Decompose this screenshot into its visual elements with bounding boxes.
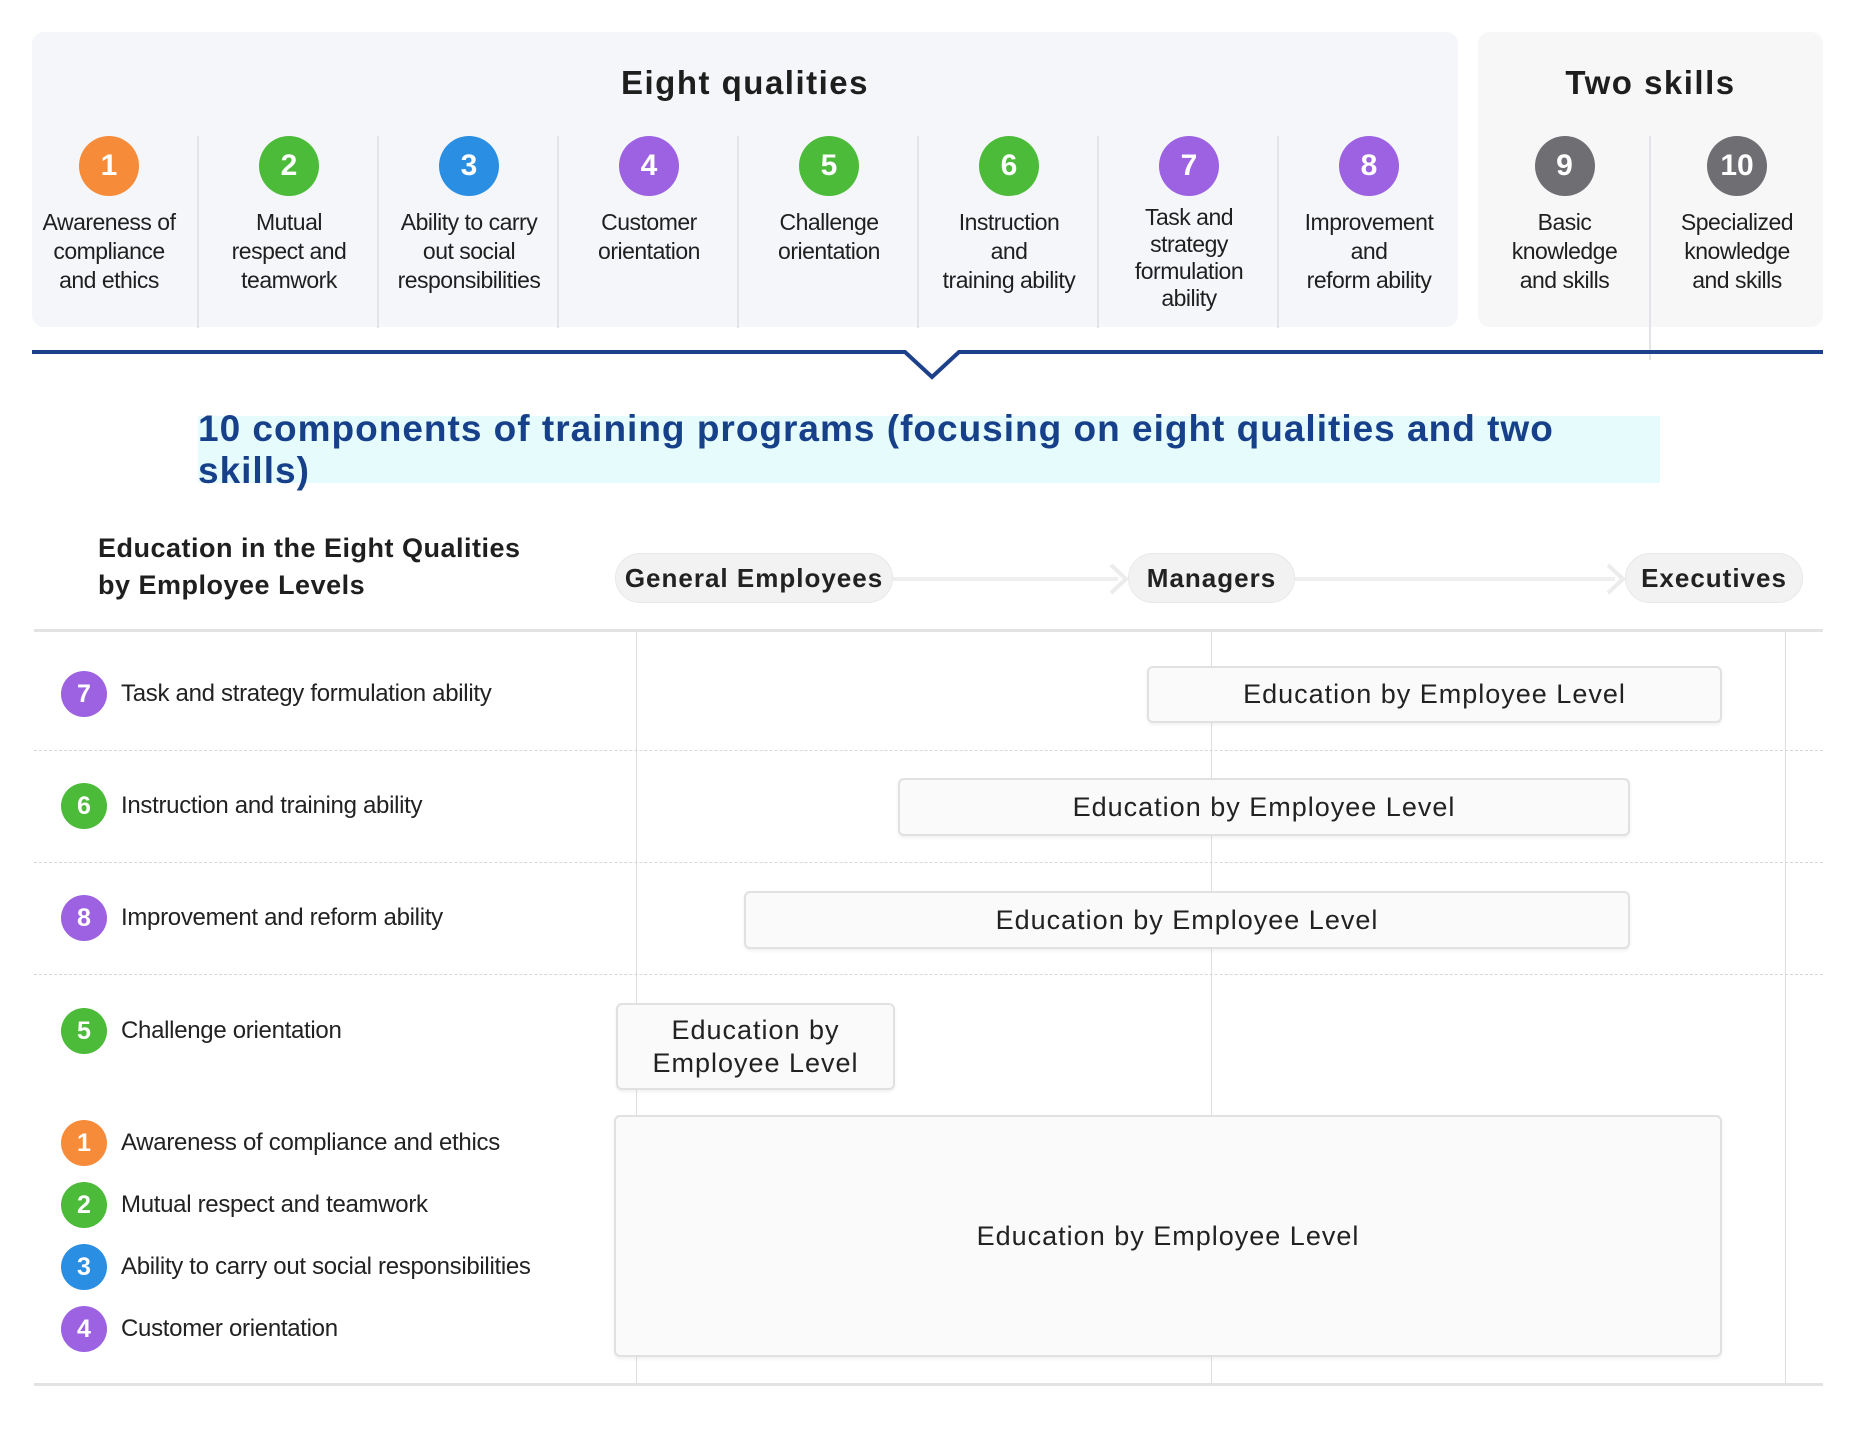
quality-item-4: [559, 136, 739, 328]
skill-label: Basic knowledge and skills: [1511, 209, 1618, 293]
education-box-row-8: Education by Employee Level: [744, 891, 1630, 949]
number-badge-icon: 5: [799, 136, 859, 196]
number-badge-icon: 5: [61, 1008, 107, 1054]
row-separator: [34, 750, 1823, 751]
row-label-8: [61, 895, 443, 941]
row-separator: [34, 974, 1823, 975]
quality-label: Task and strategy formulation ability: [1134, 204, 1244, 311]
row-text: Awareness of compliance and ethics: [121, 1129, 500, 1156]
education-box-row-6: Education by Employee Level: [898, 778, 1630, 836]
components-banner: [198, 407, 1660, 491]
quality-label: Ability to carry out social responsibilities: [397, 209, 541, 293]
column-line-executives: [1785, 632, 1786, 1383]
number-badge-icon: 4: [61, 1306, 107, 1352]
quality-item-6: [919, 136, 1099, 328]
row-text: Task and strategy formulation ability: [121, 680, 492, 707]
quality-item-2: [199, 136, 379, 328]
education-box-row-7: Education by Employee Level: [1147, 666, 1722, 723]
arrow-right-icon: [1605, 563, 1627, 595]
quality-item-3: [379, 136, 559, 328]
two-skills-title: Two skills: [1565, 64, 1736, 101]
number-badge-icon: 6: [979, 136, 1039, 196]
row-text: Instruction and training ability: [121, 792, 423, 819]
quality-label: Instruction and training ability: [942, 209, 1076, 293]
quality-label: Mutual respect and teamwork: [231, 209, 347, 293]
level-general-employees: General Employees: [615, 553, 893, 603]
two-skills-panel: [1478, 32, 1823, 327]
quality-item-7: [1099, 136, 1279, 328]
skill-item-9: [1478, 136, 1651, 328]
arrow-line: [893, 577, 1118, 581]
level-managers: Managers: [1128, 553, 1295, 603]
quality-label: Improvement and reform ability: [1304, 209, 1434, 293]
matrix-title-line2: by Employee Levels: [98, 570, 366, 600]
education-box-rows-1-4: Education by Employee Level: [614, 1115, 1722, 1357]
eight-qualities-panel: [32, 32, 1458, 327]
number-badge-icon: 10: [1707, 136, 1767, 196]
row-label-1: [61, 1120, 500, 1166]
quality-item-5: [739, 136, 919, 328]
number-badge-icon: 3: [439, 136, 499, 196]
row-label-2: [61, 1182, 428, 1228]
number-badge-icon: 3: [61, 1244, 107, 1290]
chevron-divider-icon: [32, 340, 1823, 384]
quality-label: Challenge orientation: [778, 209, 880, 264]
number-badge-icon: 2: [61, 1182, 107, 1228]
number-badge-icon: 1: [61, 1120, 107, 1166]
row-text: Customer orientation: [121, 1315, 338, 1342]
number-badge-icon: 8: [1339, 136, 1399, 196]
row-label-7: [61, 671, 491, 717]
quality-label: Awareness of compliance and ethics: [42, 209, 176, 293]
row-text: Improvement and reform ability: [121, 904, 443, 931]
grid-top-border: [34, 629, 1823, 632]
matrix-title: [98, 530, 521, 604]
quality-item-8: [1279, 136, 1459, 328]
number-badge-icon: 4: [619, 136, 679, 196]
level-executives: Executives: [1625, 553, 1803, 603]
education-box-line2: Employee Level: [652, 1047, 859, 1078]
grid-bottom-border: [34, 1383, 1823, 1386]
banner-title: 10 components of training programs (focusing on eight qualities and two skills): [198, 407, 1554, 491]
row-separator: [34, 862, 1823, 863]
row-label-4: [61, 1306, 338, 1352]
quality-item-1: [19, 136, 199, 328]
eight-qualities-title: Eight qualities: [620, 64, 870, 101]
row-text: Challenge orientation: [121, 1017, 342, 1044]
number-badge-icon: 9: [1535, 136, 1595, 196]
row-text: Ability to carry out social responsibilities: [121, 1253, 531, 1280]
row-text: Mutual respect and teamwork: [121, 1191, 428, 1218]
number-badge-icon: 6: [61, 783, 107, 829]
skill-label: Specialized knowledge and skills: [1680, 209, 1794, 293]
number-badge-icon: 7: [61, 671, 107, 717]
arrow-line: [1295, 577, 1615, 581]
education-box-line1: Education by: [671, 1014, 840, 1045]
number-badge-icon: 2: [259, 136, 319, 196]
matrix-title-line1: Education in the Eight Qualities: [98, 533, 521, 563]
number-badge-icon: 8: [61, 895, 107, 941]
number-badge-icon: 1: [79, 136, 139, 196]
skill-item-10: [1651, 136, 1823, 328]
row-label-3: [61, 1244, 531, 1290]
education-box-row-5: [616, 1003, 895, 1090]
arrow-right-icon: [1108, 563, 1130, 595]
row-label-6: [61, 783, 422, 829]
number-badge-icon: 7: [1159, 136, 1219, 196]
quality-label: Customer orientation: [598, 209, 700, 264]
row-label-5: [61, 1008, 342, 1054]
